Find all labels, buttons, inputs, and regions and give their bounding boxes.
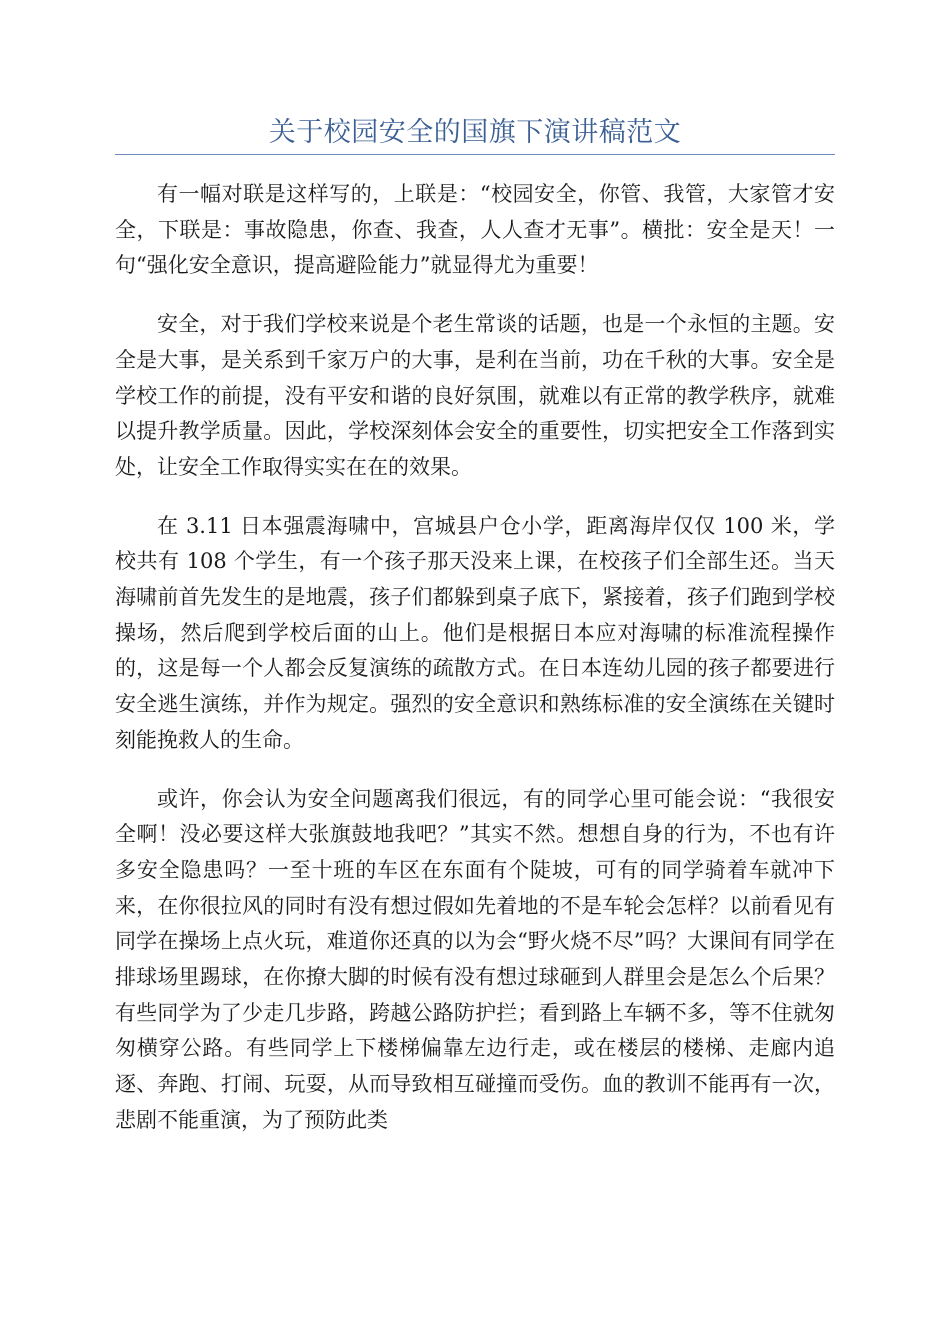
title-underline xyxy=(115,154,835,155)
document-body xyxy=(115,177,835,1162)
paragraph-2: 安全，对于我们学校来说是个老生常谈的话题，也是一个永恒的主题。安全是大事，是关系到千家万户的大事，是利在当前，功在千秋的大事。安全是学校工作的前提，没有平安和谐的良好氛围，就难以有正常的教学秩序，就难以提升教学质量。因此，学校深刻体会安全的重要性，切实把安全工作落到实处，让安全工作取得实实在在的效果。 xyxy=(115,312,835,479)
paragraph-4: 或许，你会认为安全问题离我们很远，有的同学心里可能会说：“我很安全啊！没必要这样大张旗鼓地我吧？”其实不然。想想自身的行为，不也有许多安全隐患吗？一至十班的车区在东面有个陡坡，可有的同学骑着车就冲下来，在你很拉风的同时有没有想过假如先着地的不是车轮会怎样？以前看见有同学在操场上点火玩，难道你还真的以为会“野火烧不尽”吗？大课间有同学在排球场里踢球，在你撩大脚的时候有没有想过球砸到人群里会是怎么个后果？有些同学为了少走几步路，跨越公路防护拦；看到路上车辆不多，等不住就匆匆横穿公路。有些同学上下楼梯偏靠左边行走，或在楼层的楼梯、走廊内追逐、奔跑、打闹、玩耍，从而导致相互碰撞而受伤。血的教训不能再有一次，悲剧不能重演，为了预防此类 xyxy=(115,786,835,1132)
paragraph-3: 在 3.11 日本强震海啸中，宫城县户仓小学，距离海岸仅仅 100 米，学校共有 108 个学生，有一个孩子那天没来上课，在校孩子们全部生还。当天海啸前首先发生的是地震，孩子们都躲到桌子底下，紧接着，孩子们跑到学校操场，然后爬到学校后面的山上。他们是根据日本应对海啸的标准流程操作的，这是每一个人都会反复演练的疏散方式。在日本连幼儿园的孩子都要进行安全逃生演练，并作为规定。强烈的安全意识和熟练标准的安全演练在关键时刻能挽救人的生命。 xyxy=(115,513,835,752)
document-title: 关于校园安全的国旗下演讲稿范文 xyxy=(268,117,682,148)
paragraph-1: 有一幅对联是这样写的，上联是：“校园安全，你管、我管，大家管才安全，下联是：事故隐患，你查、我查，人人查才无事”。横批：安全是天！一句“强化安全意识，提高避险能力”就显得尤为重要！ xyxy=(115,182,835,278)
